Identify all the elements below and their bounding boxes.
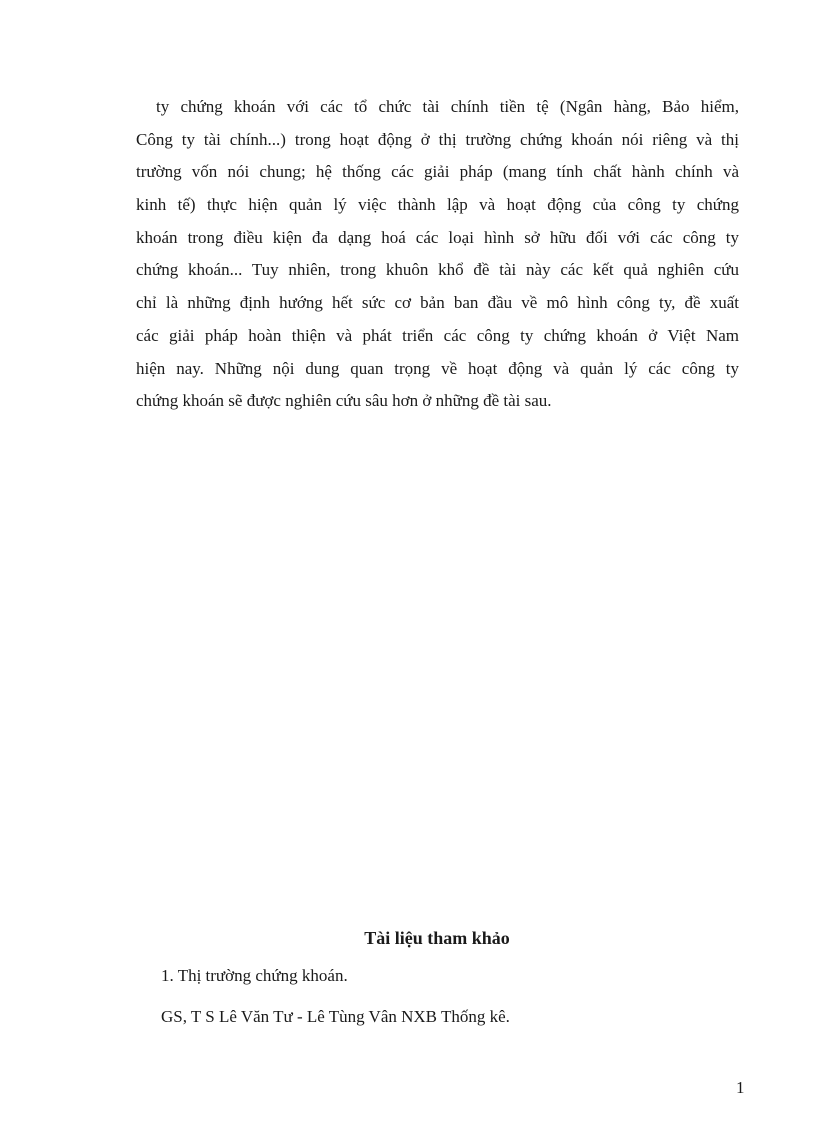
paragraph-line: trường vốn nói chung; hệ thống các giải pháp (mang tính chất hành chính và: [136, 162, 739, 182]
paragraph-line: chứng khoán sẽ được nghiên cứu sâu hơn ở những đề tài sau.: [136, 391, 552, 411]
paragraph-line: ty chứng khoán với các tổ chức tài chính tiền tệ (Ngân hàng, Bảo hiểm,: [156, 97, 739, 116]
reference-item: 1. Thị trường chứng khoán.: [161, 966, 348, 985]
paragraph-line: khoán trong điều kiện đa dạng hoá các loại hình sở hữu đối với các công ty: [136, 227, 739, 247]
paragraph-line: kinh tế) thực hiện quản lý việc thành lập và hoạt động của công ty chứng: [136, 195, 739, 215]
page-number: 1: [736, 1078, 745, 1097]
paragraph-line: Công ty tài chính...) trong hoạt động ở thị trường chứng khoán nói riêng và thị: [136, 129, 739, 149]
paragraph-line: các giải pháp hoàn thiện và phát triển các công ty chứng khoán ở Việt Nam: [136, 325, 739, 345]
paragraph-line: hiện nay. Những nội dung quan trọng về hoạt động và quản lý các công ty: [136, 358, 739, 378]
reference-author: GS, T S Lê Văn Tư - Lê Tùng Vân NXB Thống kê.: [161, 1007, 510, 1026]
references-heading: Tài liệu tham khảo: [364, 928, 510, 948]
paragraph-line: chứng khoán... Tuy nhiên, trong khuôn khổ đề tài này các kết quả nghiên cứu: [136, 260, 739, 280]
paragraph-line: chỉ là những định hướng hết sức cơ bản ban đầu về mô hình công ty, đề xuất: [136, 293, 739, 313]
body-paragraph: [136, 91, 739, 418]
